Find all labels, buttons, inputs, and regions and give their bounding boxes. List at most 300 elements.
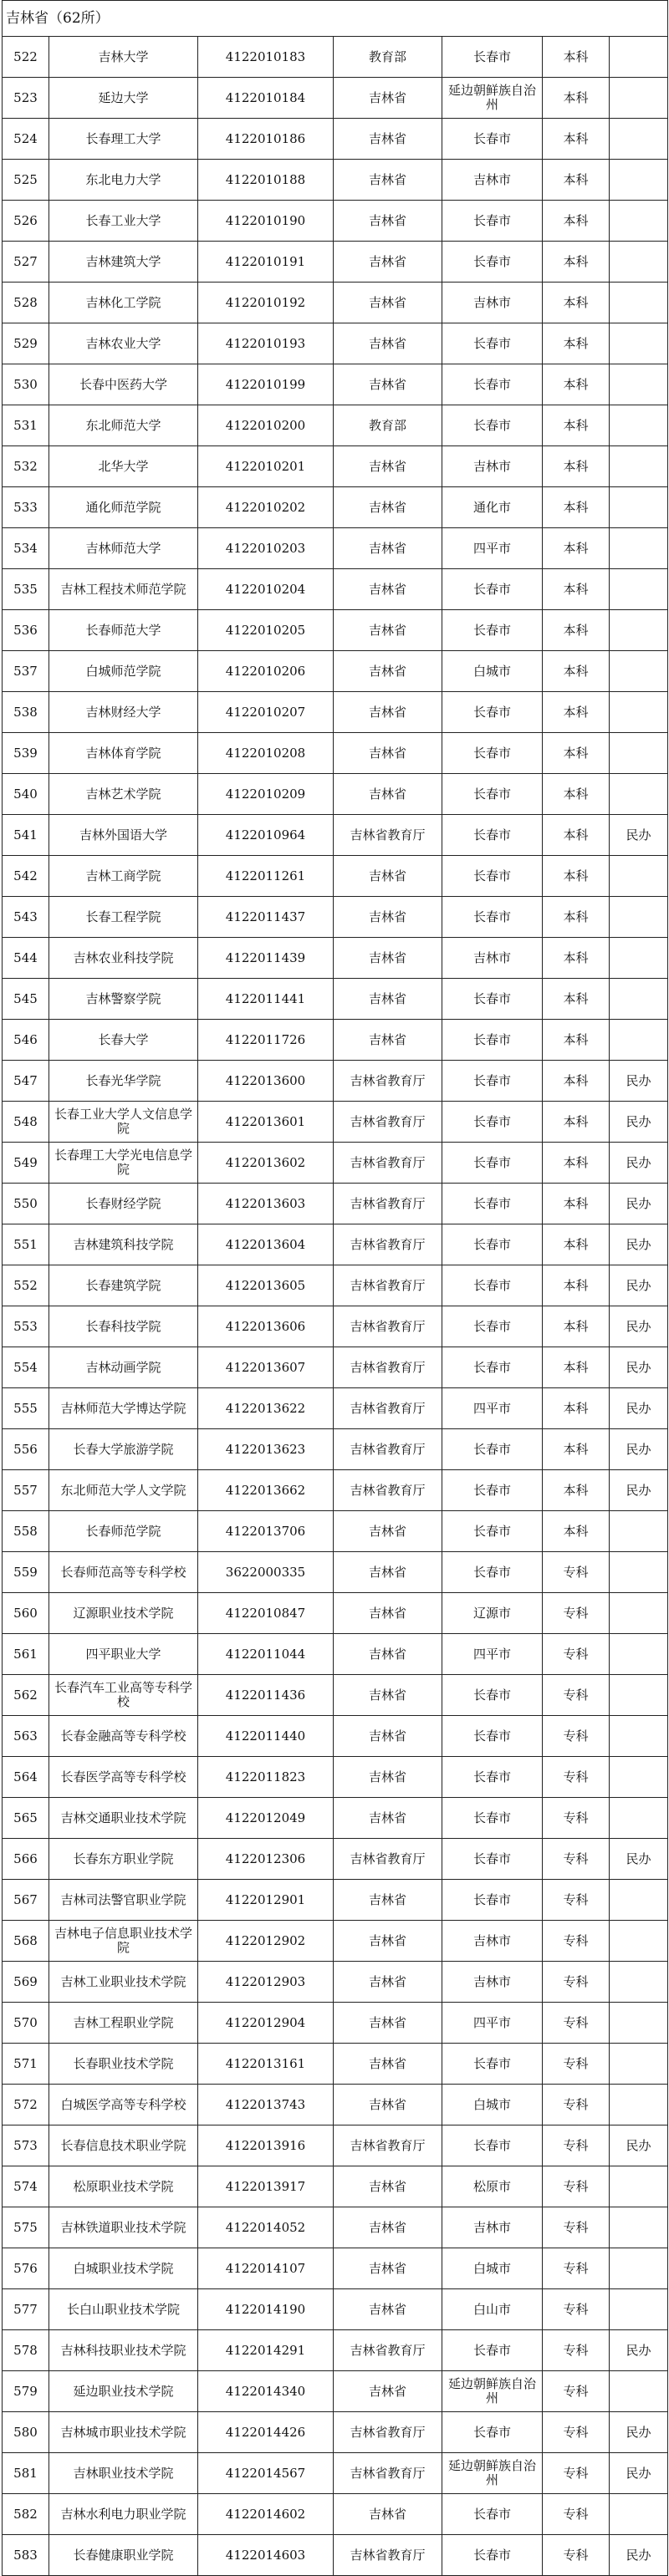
location-cell: 延边朝鲜族自治州 [442,2453,543,2494]
table-row [3,1552,668,1593]
location-cell: 长春市 [442,2535,543,2576]
row-number-cell: 564 [3,1757,49,1798]
level-cell: 专科 [543,2044,610,2085]
row-number-cell: 552 [3,1265,49,1306]
location-cell: 长春市 [442,1020,543,1061]
table-row [3,2371,668,2412]
location-cell: 长春市 [442,856,543,897]
authority-cell: 吉林省教育厅 [334,1470,442,1511]
authority-cell: 吉林省 [334,897,442,938]
school-name-cell: 吉林电子信息职业技术学院 [49,1921,198,1962]
level-cell: 本科 [543,160,610,201]
row-number-cell: 557 [3,1470,49,1511]
school-code-cell: 4122013917 [198,2166,334,2207]
school-name-cell: 长春建筑学院 [49,1265,198,1306]
province-header-row [3,1,668,37]
school-code-cell: 4122010183 [198,37,334,78]
remark-cell [610,2003,668,2044]
row-number-cell: 537 [3,651,49,692]
authority-cell: 吉林省 [334,651,442,692]
remark-cell: 民办 [610,1470,668,1511]
level-cell: 本科 [543,1143,610,1184]
school-code-cell: 4122013605 [198,1265,334,1306]
school-name-cell: 长春师范高等专科学校 [49,1552,198,1593]
school-code-cell: 4122010205 [198,610,334,651]
table-row [3,1921,668,1962]
location-cell: 辽源市 [442,1593,543,1634]
table-row [3,487,668,528]
table-row [3,2166,668,2207]
school-code-cell: 4122010847 [198,1593,334,1634]
table-row [3,2412,668,2453]
location-cell: 长春市 [442,1716,543,1757]
school-name-cell: 吉林建筑大学 [49,242,198,283]
location-cell: 长春市 [442,364,543,405]
table-row [3,2330,668,2371]
table-row [3,1102,668,1143]
level-cell: 本科 [543,774,610,815]
row-number-cell: 534 [3,528,49,569]
row-number-cell: 535 [3,569,49,610]
authority-cell: 吉林省 [334,938,442,979]
remark-cell: 民办 [610,1143,668,1184]
remark-cell [610,2044,668,2085]
authority-cell: 吉林省 [334,2044,442,2085]
location-cell: 长春市 [442,242,543,283]
remark-cell [610,405,668,446]
authority-cell: 吉林省教育厅 [334,2453,442,2494]
level-cell: 本科 [543,815,610,856]
school-code-cell: 4122013604 [198,1224,334,1265]
school-code-cell: 4122010209 [198,774,334,815]
location-cell: 延边朝鲜族自治州 [442,78,543,119]
school-code-cell: 4122013161 [198,2044,334,2085]
school-name-cell: 长春财经学院 [49,1184,198,1224]
row-number-cell: 573 [3,2125,49,2166]
school-name-cell: 长春汽车工业高等专科学校 [49,1675,198,1716]
location-cell: 长春市 [442,1757,543,1798]
location-cell: 长春市 [442,119,543,160]
table-row [3,2085,668,2125]
remark-cell [610,1593,668,1634]
row-number-cell: 549 [3,1143,49,1184]
remark-cell: 民办 [610,2125,668,2166]
school-code-cell: 4122014567 [198,2453,334,2494]
level-cell: 本科 [543,1020,610,1061]
school-name-cell: 吉林艺术学院 [49,774,198,815]
level-cell: 本科 [543,242,610,283]
remark-cell [610,774,668,815]
remark-cell [610,446,668,487]
level-cell: 本科 [543,733,610,774]
location-cell: 长春市 [442,1265,543,1306]
level-cell: 本科 [543,78,610,119]
location-cell: 长春市 [442,897,543,938]
school-name-cell: 长春师范大学 [49,610,198,651]
remark-cell [610,569,668,610]
location-cell: 长春市 [442,201,543,242]
row-number-cell: 530 [3,364,49,405]
school-name-cell: 长春信息技术职业学院 [49,2125,198,2166]
level-cell: 本科 [543,446,610,487]
table-row [3,528,668,569]
table-row [3,2125,668,2166]
school-name-cell: 吉林体育学院 [49,733,198,774]
school-code-cell: 4122010199 [198,364,334,405]
university-table [2,0,668,2576]
table-row [3,610,668,651]
authority-cell: 吉林省教育厅 [334,1184,442,1224]
row-number-cell: 546 [3,1020,49,1061]
location-cell: 长春市 [442,815,543,856]
row-number-cell: 576 [3,2248,49,2289]
remark-cell [610,1880,668,1921]
school-code-cell: 4122014052 [198,2207,334,2248]
level-cell: 本科 [543,692,610,733]
school-code-cell: 4122011441 [198,979,334,1020]
school-name-cell: 白城医学高等专科学校 [49,2085,198,2125]
row-number-cell: 529 [3,323,49,364]
table-row [3,774,668,815]
table-row [3,364,668,405]
level-cell: 本科 [543,528,610,569]
school-name-cell: 长春医学高等专科学校 [49,1757,198,1798]
row-number-cell: 560 [3,1593,49,1634]
location-cell: 长春市 [442,692,543,733]
authority-cell: 吉林省 [334,201,442,242]
school-name-cell: 吉林科技职业技术学院 [49,2330,198,2371]
authority-cell: 吉林省教育厅 [334,1388,442,1429]
level-cell: 专科 [543,1634,610,1675]
row-number-cell: 555 [3,1388,49,1429]
authority-cell: 吉林省 [334,2207,442,2248]
level-cell: 专科 [543,1921,610,1962]
row-number-cell: 561 [3,1634,49,1675]
row-number-cell: 548 [3,1102,49,1143]
row-number-cell: 532 [3,446,49,487]
authority-cell: 吉林省 [334,2371,442,2412]
level-cell: 本科 [543,651,610,692]
location-cell: 长春市 [442,1552,543,1593]
row-number-cell: 551 [3,1224,49,1265]
level-cell: 专科 [543,2289,610,2330]
location-cell: 长春市 [442,1061,543,1102]
remark-cell: 民办 [610,1224,668,1265]
row-number-cell: 525 [3,160,49,201]
school-code-cell: 4122013743 [198,2085,334,2125]
level-cell: 本科 [543,37,610,78]
school-code-cell: 4122013607 [198,1347,334,1388]
authority-cell: 吉林省教育厅 [334,815,442,856]
authority-cell: 吉林省 [334,1798,442,1839]
authority-cell: 吉林省教育厅 [334,2330,442,2371]
table-row [3,1265,668,1306]
authority-cell: 吉林省 [334,1716,442,1757]
school-code-cell: 4122011823 [198,1757,334,1798]
school-name-cell: 吉林财经大学 [49,692,198,733]
school-name-cell: 白城职业技术学院 [49,2248,198,2289]
authority-cell: 吉林省 [334,1675,442,1716]
level-cell: 专科 [543,2371,610,2412]
table-row [3,2535,668,2576]
remark-cell: 民办 [610,815,668,856]
table-row [3,1798,668,1839]
location-cell: 长春市 [442,1839,543,1880]
level-cell: 专科 [543,2535,610,2576]
school-name-cell: 吉林师范大学 [49,528,198,569]
table-row [3,2453,668,2494]
school-code-cell: 4122010207 [198,692,334,733]
level-cell: 专科 [543,2412,610,2453]
row-number-cell: 558 [3,1511,49,1552]
location-cell: 松原市 [442,2166,543,2207]
remark-cell [610,78,668,119]
remark-cell [610,1552,668,1593]
level-cell: 专科 [543,1880,610,1921]
authority-cell: 吉林省 [334,1552,442,1593]
remark-cell [610,160,668,201]
level-cell: 本科 [543,1265,610,1306]
school-code-cell: 4122014602 [198,2494,334,2535]
school-code-cell: 4122010191 [198,242,334,283]
authority-cell: 吉林省 [334,446,442,487]
authority-cell: 吉林省 [334,2494,442,2535]
level-cell: 专科 [543,2207,610,2248]
location-cell: 长春市 [442,2044,543,2085]
school-code-cell: 4122010193 [198,323,334,364]
authority-cell: 吉林省教育厅 [334,2125,442,2166]
school-name-cell: 吉林铁道职业技术学院 [49,2207,198,2248]
row-number-cell: 531 [3,405,49,446]
table-row [3,1429,668,1470]
row-number-cell: 582 [3,2494,49,2535]
school-name-cell: 长春中医药大学 [49,364,198,405]
row-number-cell: 562 [3,1675,49,1716]
row-number-cell: 567 [3,1880,49,1921]
table-row [3,1224,668,1265]
row-number-cell: 574 [3,2166,49,2207]
remark-cell [610,283,668,323]
level-cell: 本科 [543,1306,610,1347]
school-code-cell: 4122013606 [198,1306,334,1347]
school-code-cell: 4122010186 [198,119,334,160]
table-row [3,569,668,610]
table-row [3,1757,668,1798]
school-name-cell: 吉林农业大学 [49,323,198,364]
location-cell: 四平市 [442,528,543,569]
school-name-cell: 吉林城市职业技术学院 [49,2412,198,2453]
remark-cell: 民办 [610,1306,668,1347]
school-name-cell: 白城师范学院 [49,651,198,692]
level-cell: 本科 [543,610,610,651]
school-code-cell: 4122013603 [198,1184,334,1224]
school-code-cell: 4122012049 [198,1798,334,1839]
remark-cell [610,856,668,897]
authority-cell: 吉林省教育厅 [334,1429,442,1470]
authority-cell: 教育部 [334,37,442,78]
authority-cell: 吉林省教育厅 [334,1102,442,1143]
school-name-cell: 长春大学旅游学院 [49,1429,198,1470]
remark-cell [610,364,668,405]
authority-cell: 吉林省 [334,487,442,528]
school-code-cell: 4122010208 [198,733,334,774]
remark-cell: 民办 [610,1184,668,1224]
row-number-cell: 578 [3,2330,49,2371]
school-code-cell: 4122011437 [198,897,334,938]
location-cell: 白山市 [442,2289,543,2330]
table-row [3,242,668,283]
table-row [3,1634,668,1675]
remark-cell [610,2248,668,2289]
location-cell: 长春市 [442,1798,543,1839]
school-code-cell: 4122010192 [198,283,334,323]
authority-cell: 吉林省教育厅 [334,1224,442,1265]
school-name-cell: 吉林大学 [49,37,198,78]
remark-cell [610,1716,668,1757]
location-cell: 白城市 [442,2248,543,2289]
authority-cell: 吉林省 [334,569,442,610]
school-name-cell: 长春工业大学人文信息学院 [49,1102,198,1143]
authority-cell: 吉林省教育厅 [334,2412,442,2453]
school-code-cell: 4122013622 [198,1388,334,1429]
row-number-cell: 577 [3,2289,49,2330]
row-number-cell: 544 [3,938,49,979]
location-cell: 长春市 [442,1880,543,1921]
location-cell: 四平市 [442,1634,543,1675]
location-cell: 长春市 [442,2412,543,2453]
table-row [3,2494,668,2535]
table-row [3,2044,668,2085]
authority-cell: 吉林省 [334,1757,442,1798]
school-code-cell: 4122012904 [198,2003,334,2044]
level-cell: 本科 [543,201,610,242]
remark-cell: 民办 [610,2453,668,2494]
authority-cell: 教育部 [334,405,442,446]
location-cell: 长春市 [442,774,543,815]
row-number-cell: 580 [3,2412,49,2453]
authority-cell: 吉林省教育厅 [334,1306,442,1347]
remark-cell [610,1675,668,1716]
school-name-cell: 吉林师范大学博达学院 [49,1388,198,1429]
school-code-cell: 4122012901 [198,1880,334,1921]
level-cell: 本科 [543,1470,610,1511]
school-name-cell: 长春师范学院 [49,1511,198,1552]
school-code-cell: 4122010964 [198,815,334,856]
authority-cell: 吉林省 [334,610,442,651]
school-code-cell: 4122011436 [198,1675,334,1716]
school-name-cell: 东北师范大学人文学院 [49,1470,198,1511]
table-row [3,1347,668,1388]
location-cell: 吉林市 [442,1921,543,1962]
level-cell: 本科 [543,1429,610,1470]
level-cell: 本科 [543,364,610,405]
table-row [3,446,668,487]
remark-cell [610,2371,668,2412]
remark-cell [610,1921,668,1962]
level-cell: 专科 [543,1798,610,1839]
table-row [3,815,668,856]
school-name-cell: 长春科技学院 [49,1306,198,1347]
authority-cell: 吉林省 [334,856,442,897]
level-cell: 专科 [543,2494,610,2535]
authority-cell: 吉林省 [334,364,442,405]
school-code-cell: 4122010190 [198,201,334,242]
location-cell: 吉林市 [442,2207,543,2248]
table-row [3,1470,668,1511]
table-row [3,979,668,1020]
remark-cell: 民办 [610,1429,668,1470]
level-cell: 本科 [543,1224,610,1265]
table-row [3,2003,668,2044]
row-number-cell: 570 [3,2003,49,2044]
school-name-cell: 吉林建筑科技学院 [49,1224,198,1265]
level-cell: 本科 [543,323,610,364]
school-code-cell: 4122010202 [198,487,334,528]
school-name-cell: 长春东方职业学院 [49,1839,198,1880]
location-cell: 长春市 [442,610,543,651]
authority-cell: 吉林省 [334,1880,442,1921]
location-cell: 长春市 [442,979,543,1020]
location-cell: 吉林市 [442,1962,543,2003]
remark-cell [610,1511,668,1552]
remark-cell [610,119,668,160]
school-name-cell: 长春工程学院 [49,897,198,938]
remark-cell: 民办 [610,2535,668,2576]
table-row [3,1675,668,1716]
school-code-cell: 4122014291 [198,2330,334,2371]
school-name-cell: 长春理工大学光电信息学院 [49,1143,198,1184]
location-cell: 长春市 [442,323,543,364]
remark-cell [610,938,668,979]
level-cell: 本科 [543,1347,610,1388]
school-code-cell: 4122012306 [198,1839,334,1880]
table-row [3,37,668,78]
table-row [3,733,668,774]
school-name-cell: 松原职业技术学院 [49,2166,198,2207]
school-name-cell: 长春光华学院 [49,1061,198,1102]
remark-cell [610,1757,668,1798]
school-code-cell: 4122013602 [198,1143,334,1184]
location-cell: 通化市 [442,487,543,528]
school-name-cell: 吉林工程职业学院 [49,2003,198,2044]
authority-cell: 吉林省教育厅 [334,1839,442,1880]
location-cell: 长春市 [442,1675,543,1716]
school-code-cell: 4122011261 [198,856,334,897]
table-row [3,1061,668,1102]
row-number-cell: 568 [3,1921,49,1962]
level-cell: 专科 [543,2166,610,2207]
school-code-cell: 4122013600 [198,1061,334,1102]
row-number-cell: 565 [3,1798,49,1839]
authority-cell: 吉林省 [334,119,442,160]
row-number-cell: 528 [3,283,49,323]
authority-cell: 吉林省 [334,774,442,815]
level-cell: 专科 [543,2085,610,2125]
authority-cell: 吉林省 [334,2248,442,2289]
school-code-cell: 4122010204 [198,569,334,610]
row-number-cell: 572 [3,2085,49,2125]
table-row [3,2248,668,2289]
school-name-cell: 吉林动画学院 [49,1347,198,1388]
remark-cell [610,1020,668,1061]
school-code-cell: 4122010203 [198,528,334,569]
location-cell: 长春市 [442,405,543,446]
table-row [3,2289,668,2330]
table-row [3,1306,668,1347]
row-number-cell: 553 [3,1306,49,1347]
school-code-cell: 4122010184 [198,78,334,119]
location-cell: 长春市 [442,1429,543,1470]
